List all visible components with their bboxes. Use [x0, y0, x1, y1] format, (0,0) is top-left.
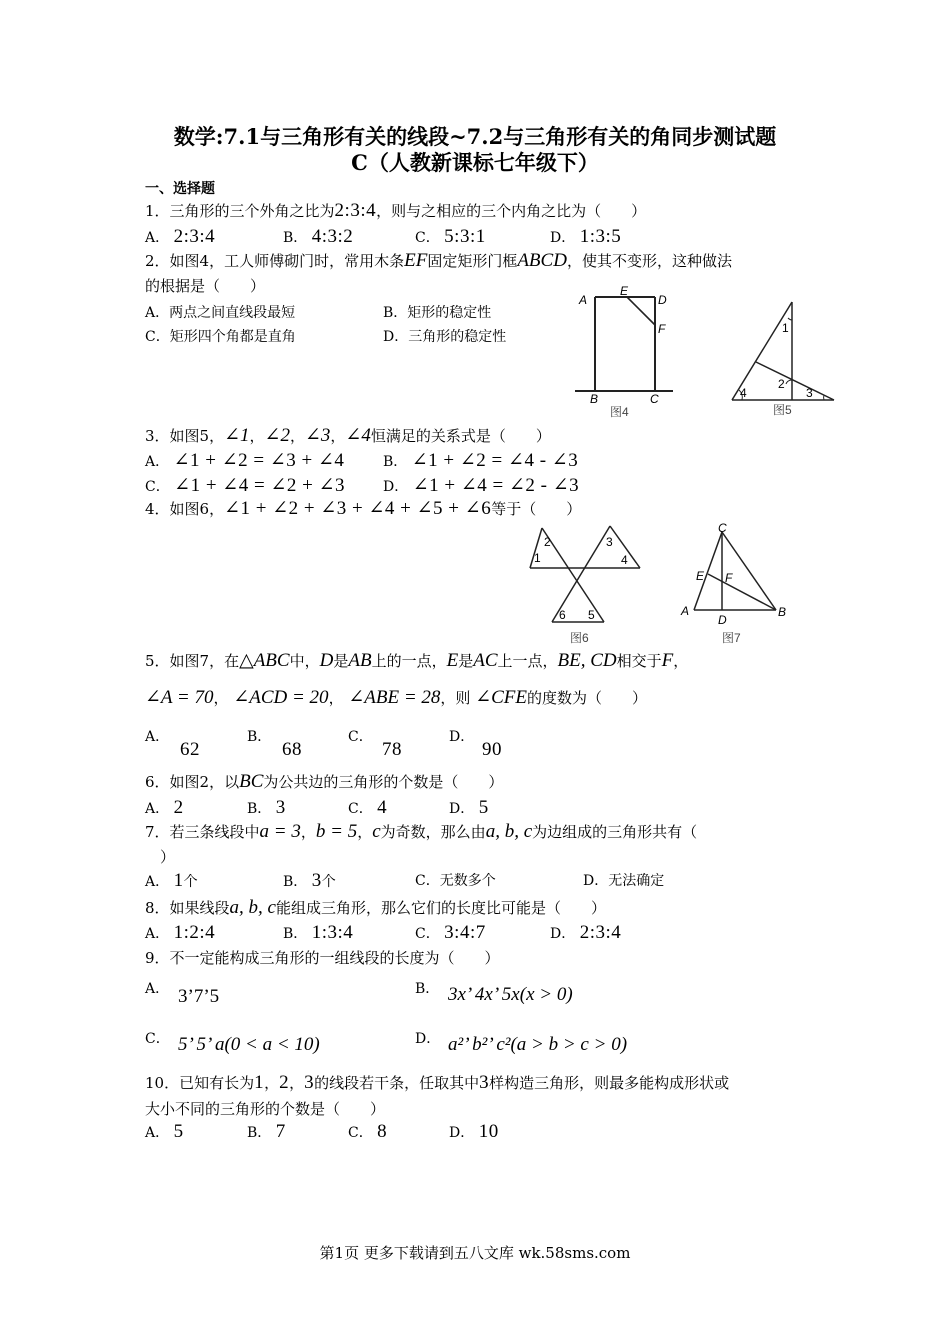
fig4-label-b: B — [590, 392, 599, 406]
q6-option-a[interactable]: A． 2 — [145, 797, 184, 818]
q10-option-d[interactable]: D． 10 — [449, 1121, 499, 1142]
fig6-angle-4: 4 — [621, 553, 628, 567]
q10-option-b[interactable]: B． 7 — [247, 1121, 286, 1142]
fig5-caption: 图5 — [773, 403, 792, 417]
fig4-label-c: C — [650, 392, 659, 406]
q3-option-d[interactable]: D． ∠1 + ∠4 = ∠2 - ∠3 — [383, 475, 580, 496]
q6-option-d[interactable]: D． 5 — [449, 797, 489, 818]
question-3: 3．如图5，∠1，∠2，∠3，∠4恒满足的关系式是（ ） — [145, 425, 551, 446]
question-5: 5．如图7，在△ABC中，D是AB上的一点，E是AC上一点，BE, CD相交于F， — [145, 650, 689, 671]
q8-option-d[interactable]: D． 2:3:4 — [550, 922, 622, 943]
q9-option-d[interactable]: D． — [415, 1031, 441, 1047]
question-1 — [145, 201, 646, 221]
q1-stem: 1．三角形的三个外角之比为 — [145, 202, 335, 220]
q6-option-c[interactable]: C． 4 — [348, 797, 388, 818]
fig5-angle-3: 3 — [806, 386, 813, 400]
question-4: 4．如图6，∠1 + ∠2 + ∠3 + ∠4 + ∠5 + ∠6等于（ ） — [145, 498, 582, 519]
q9-option-c-value: 5’ 5’ a(0 < a < 10) — [178, 1034, 320, 1055]
fig6-angle-5: 5 — [588, 608, 595, 622]
question-7: 7．若三条线段中a = 3，b = 5，c为奇数，那么由a, b, c为边组成的三角形共有（ — [145, 821, 698, 842]
q9-option-c[interactable]: C． — [145, 1031, 170, 1047]
fig4-label-d: D — [658, 293, 667, 307]
figure-4-door-frame — [575, 285, 685, 420]
page-footer: 第1页 更多下载请到五八文库 wk.58sms.com — [319, 1244, 631, 1262]
fig4-label-a: A — [579, 293, 588, 307]
q2-option-c[interactable]: C．矩形四个角都是直角 — [145, 329, 296, 345]
q7-option-c[interactable]: C．无数多个 — [415, 873, 496, 889]
q7-option-d[interactable]: D．无法确定 — [583, 873, 665, 889]
q5-option-b-value: 68 — [282, 739, 302, 760]
q2-option-a[interactable]: A．两点之间直线段最短 — [145, 305, 296, 321]
page-subtitle: C（人教新课标七年级下） — [351, 150, 599, 175]
q7-option-a[interactable]: A． 1个 — [145, 870, 198, 891]
q8-option-a[interactable]: A． 1:2:4 — [145, 922, 216, 943]
q1-stem-end: ，则与之相应的三个内角之比为（ ） — [376, 202, 647, 220]
fig6-angle-2: 2 — [544, 535, 551, 549]
q5-option-c[interactable]: C． — [348, 729, 373, 745]
q1-option-a[interactable]: A． 2:3:4 — [145, 226, 216, 247]
q1-option-d[interactable]: D． 1:3:5 — [550, 226, 622, 247]
q5-option-a[interactable]: A． — [145, 729, 170, 745]
fig5-angle-2: 2 — [778, 377, 785, 391]
q2-option-b[interactable]: B．矩形的稳定性 — [383, 305, 492, 321]
question-8: 8．如果线段a, b, c能组成三角形，那么它们的长度比可能是（ ） — [145, 897, 606, 918]
q3-option-a[interactable]: A． ∠1 + ∠2 = ∠3 + ∠4 — [145, 450, 345, 471]
q7-stem-line2: ） — [160, 848, 176, 866]
q2-stem-line2: 的根据是（ ） — [145, 277, 266, 295]
q10-option-a[interactable]: A． 5 — [145, 1121, 184, 1142]
fig5-angle-4: 4 — [740, 386, 747, 400]
fig7-label-b: B — [778, 605, 787, 619]
fig4-label-f: F — [658, 322, 666, 336]
q3-option-c[interactable]: C． ∠1 + ∠4 = ∠2 + ∠3 — [145, 475, 345, 496]
question-6: 6．如图2，以BC为公共边的三角形的个数是（ ） — [145, 771, 504, 792]
fig7-label-c: C — [718, 521, 727, 535]
q2-option-d[interactable]: D．三角形的稳定性 — [383, 329, 507, 345]
q9-option-a-value: 3’7’5 — [178, 986, 220, 1007]
fig6-angle-1: 1 — [534, 551, 541, 565]
fig6-angle-3: 3 — [606, 535, 613, 549]
q5-conditions: ∠A = 70， ∠ACD = 20， ∠ABE = 28，则 ∠CFE的度数为（ ） — [145, 687, 648, 708]
fig4-label-e: E — [620, 284, 629, 298]
q3-option-b[interactable]: B． ∠1 + ∠2 = ∠4 - ∠3 — [383, 450, 579, 471]
q9-option-b-value: 3x’ 4x’ 5x(x > 0) — [448, 984, 573, 1005]
page-title: 数学:7.1与三角形有关的线段~7.2与三角形有关的角同步测试题 — [173, 124, 777, 149]
fig7-label-a: A — [681, 604, 690, 618]
fig7-caption: 图7 — [722, 631, 741, 645]
q9-option-d-value: a²’ b²’ c²(a > b > c > 0) — [448, 1034, 628, 1055]
section-heading: 一、选择题 — [145, 181, 215, 197]
figure-6 — [522, 522, 647, 650]
figure-5 — [730, 300, 840, 420]
q9-option-b[interactable]: B． — [415, 981, 440, 997]
fig7-label-e: E — [696, 569, 705, 583]
q5-option-b[interactable]: B． — [247, 729, 272, 745]
q9-option-a[interactable]: A． — [145, 981, 170, 997]
fig4-caption: 图4 — [610, 405, 629, 419]
q10-stem-line2: 大小不同的三角形的个数是（ ） — [145, 1100, 386, 1118]
q5-option-a-value: 62 — [180, 739, 200, 760]
fig6-caption: 图6 — [570, 631, 589, 645]
q5-option-d-value: 90 — [482, 739, 502, 760]
fig7-label-f: F — [725, 571, 733, 585]
question-2: 2．如图4，工人师傅砌门时，常用木条EF固定矩形门框ABCD，使其不变形，这种做法 — [145, 250, 732, 271]
question-9: 9．不一定能构成三角形的一组线段的长度为（ ） — [145, 949, 500, 967]
q1-option-c[interactable]: C． 5:3:1 — [415, 226, 486, 247]
q7-option-b[interactable]: B． 3个 — [283, 870, 336, 891]
q8-option-c[interactable]: C． 3:4:7 — [415, 922, 486, 943]
q1-option-b[interactable]: B． 4:3:2 — [283, 226, 354, 247]
q8-option-b[interactable]: B． 1:3:4 — [283, 922, 354, 943]
fig7-label-d: D — [718, 613, 727, 627]
fig6-angle-6: 6 — [559, 608, 566, 622]
q5-option-c-value: 78 — [382, 739, 402, 760]
q1-ratio: 2:3:4 — [334, 200, 377, 221]
fig5-angle-1: 1 — [782, 321, 789, 335]
figure-7 — [678, 522, 798, 650]
q5-option-d[interactable]: D． — [449, 729, 475, 745]
question-10: 10．已知有长为1，2，3的线段若干条，任取其中3样构造三角形，则最多能构成形状或 — [145, 1072, 730, 1093]
q10-option-c[interactable]: C． 8 — [348, 1121, 388, 1142]
q6-option-b[interactable]: B． 3 — [247, 797, 286, 818]
